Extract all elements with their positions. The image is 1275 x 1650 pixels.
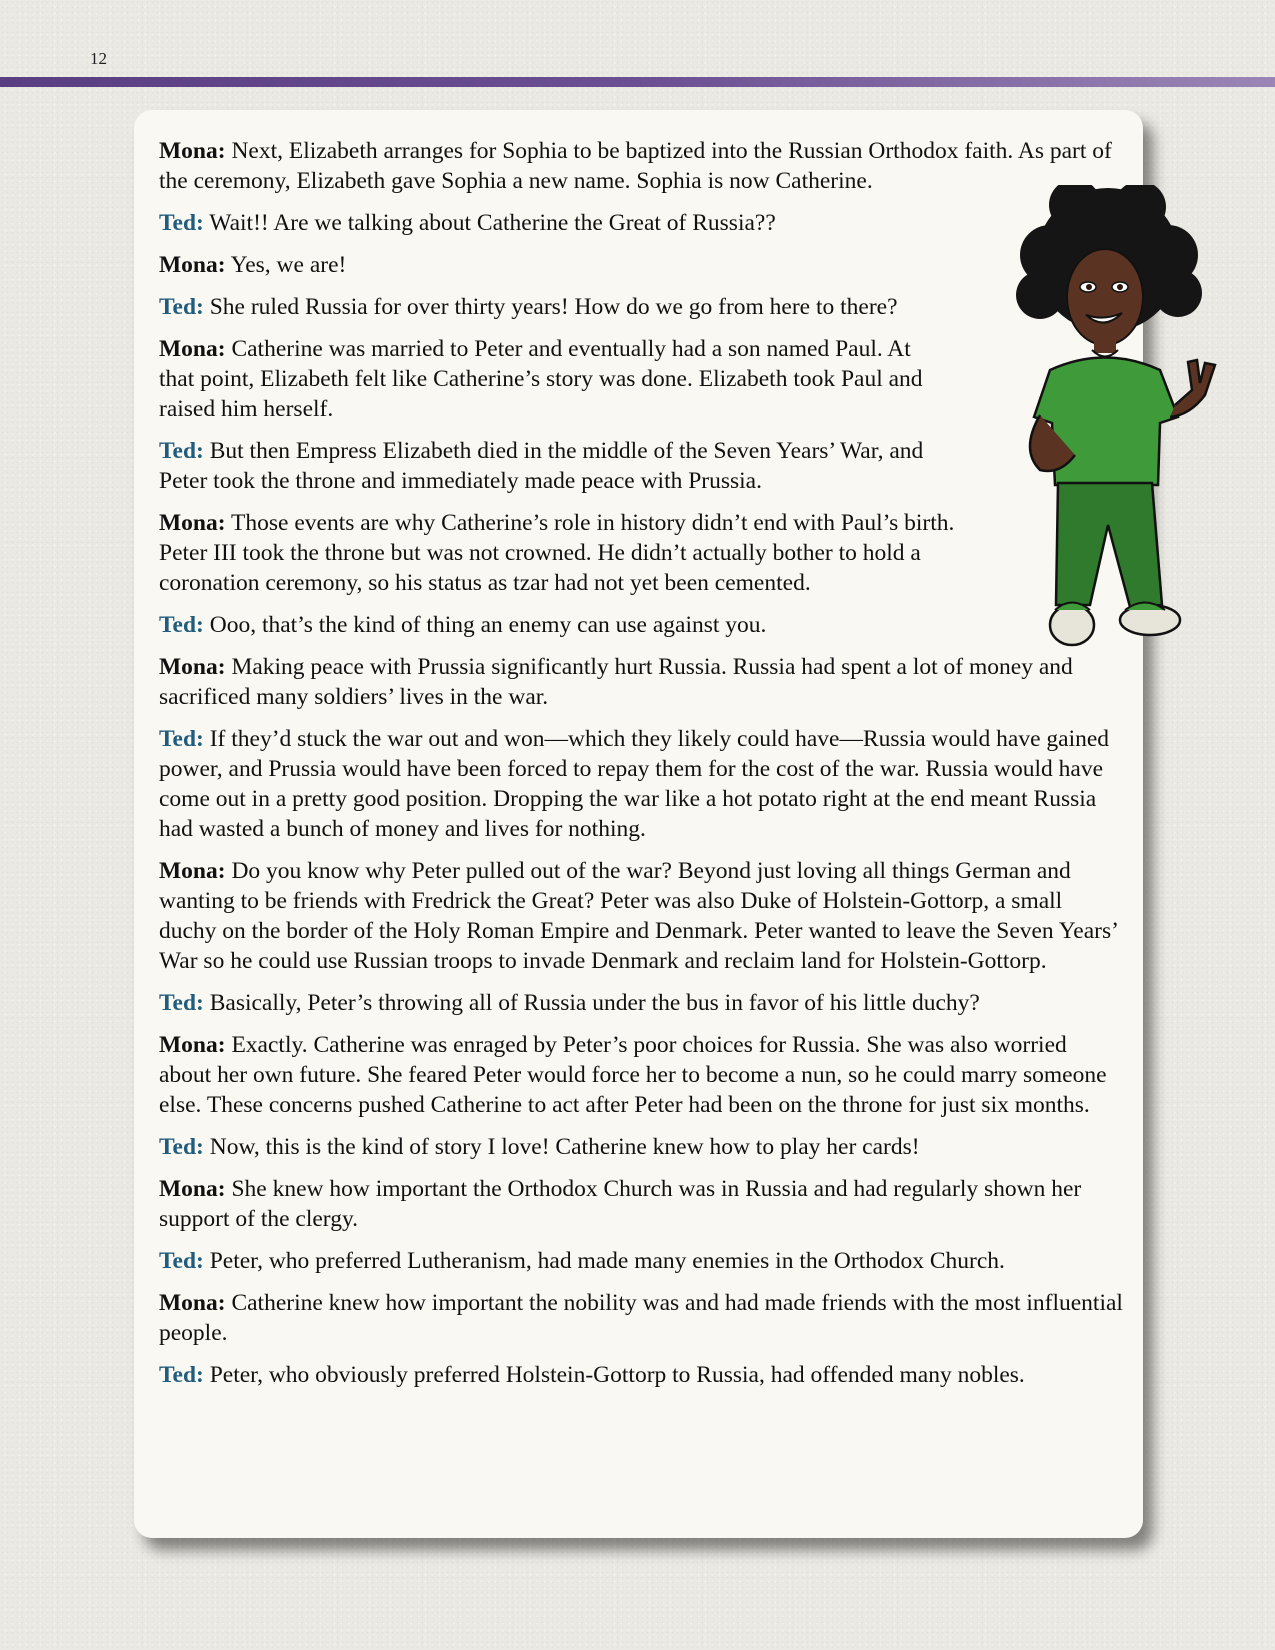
speaker-name: Ted:	[159, 1134, 204, 1160]
speaker-name: Mona:	[159, 1176, 226, 1202]
speaker-name: Ted:	[159, 612, 204, 638]
dialogue-line	[159, 250, 1124, 280]
speaker-name: Mona:	[159, 1032, 226, 1058]
dialogue-text	[159, 136, 1124, 1402]
dialogue-line	[159, 1174, 1124, 1234]
dialogue-line	[159, 724, 1124, 844]
dialogue-line	[159, 856, 1124, 976]
speaker-name: Ted:	[159, 1248, 204, 1274]
dialogue-text: Next, Elizabeth arranges for Sophia to be baptized into the Russian Orthodox faith. As part of the ceremony, Elizabeth gave Sophia a new name. Sophia is now Catherine.	[159, 138, 1112, 194]
dialogue-line	[159, 508, 974, 598]
speaker-name: Ted:	[159, 726, 204, 752]
dialogue-line	[159, 292, 1124, 322]
dialogue-text: If they’d stuck the war out and won—which they likely could have—Russia would have gained power, and Prussia would have been forced to repay them for the cost of the war. Russia would have come out in a pretty good position. Dropping the war like a hot potato right at the end meant Russia had wasted a bunch of money and lives for nothing.	[159, 726, 1110, 842]
speaker-name: Ted:	[159, 438, 204, 464]
dialogue-line	[159, 610, 1124, 640]
header-rule	[0, 77, 1275, 87]
speaker-name: Mona:	[159, 654, 226, 680]
dialogue-line	[159, 436, 974, 496]
dialogue-text: Exactly. Catherine was enraged by Peter’s poor choices for Russia. She was also worried about her own future. She feared Peter would force her to become a nun, so he could marry someone else. These concerns pushed Catherine to act after Peter had been on the throne for just six months.	[159, 1032, 1107, 1118]
speaker-name: Ted:	[159, 990, 204, 1016]
speaker-name: Mona:	[159, 858, 226, 884]
speaker-name: Ted:	[159, 210, 204, 236]
speaker-name: Mona:	[159, 138, 226, 164]
dialogue-line	[159, 1030, 1124, 1120]
dialogue-text: Peter, who preferred Lutheranism, had made many enemies in the Orthodox Church.	[209, 1248, 1005, 1274]
dialogue-line	[159, 208, 1124, 238]
dialogue-text: She knew how important the Orthodox Church was in Russia and had regularly shown her support of the clergy.	[159, 1176, 1082, 1232]
dialogue-text: Catherine knew how important the nobility was and had made friends with the most influential people.	[159, 1290, 1123, 1346]
dialogue-line	[159, 1132, 1124, 1162]
dialogue-line	[159, 136, 1124, 196]
speaker-name: Mona:	[159, 510, 226, 536]
dialogue-text: Catherine was married to Peter and eventually had a son named Paul. At that point, Elizabeth felt like Catherine’s story was done. Elizabeth took Paul and raised him herself.	[159, 336, 923, 422]
dialogue-text: Do you know why Peter pulled out of the war? Beyond just loving all things German and wanting to be friends with Fredrick the Great? Peter was also Duke of Holstein-Gottorp, a small duchy on the border of the Holy Roman Empire and Denmark. Peter wanted to leave the Seven Years’ War so he could use Russian troops to invade Denmark and reclaim land for Holstein-Gottorp.	[159, 858, 1118, 974]
dialogue-line	[159, 988, 1124, 1018]
dialogue-text: Wait!! Are we talking about Catherine the Great of Russia??	[209, 210, 776, 236]
dialogue-text: Yes, we are!	[230, 252, 347, 278]
speaker-name: Ted:	[159, 294, 204, 320]
dialogue-text: Those events are why Catherine’s role in history didn’t end with Paul’s birth. Peter III took the throne but was not crowned. He didn’t actually bother to hold a coronation ceremony, so his status as tzar had not yet been cemented.	[159, 510, 955, 596]
dialogue-line	[159, 1288, 1124, 1348]
dialogue-text: Basically, Peter’s throwing all of Russia under the bus in favor of his little duchy?	[209, 990, 980, 1016]
speaker-name: Mona:	[159, 252, 226, 278]
dialogue-text: But then Empress Elizabeth died in the middle of the Seven Years’ War, and Peter took the throne and immediately made peace with Prussia.	[159, 438, 924, 494]
dialogue-text: Making peace with Prussia significantly hurt Russia. Russia had spent a lot of money and sacrificed many soldiers’ lives in the war.	[159, 654, 1073, 710]
speaker-name: Ted:	[159, 1362, 204, 1388]
dialogue-line	[159, 1246, 1124, 1276]
speaker-name: Mona:	[159, 1290, 226, 1316]
dialogue-text: Peter, who obviously preferred Holstein-Gottorp to Russia, had offended many nobles.	[209, 1362, 1025, 1388]
speaker-name: Mona:	[159, 336, 226, 362]
page-number: 12	[90, 49, 107, 68]
dialogue-text: Ooo, that’s the kind of thing an enemy can use against you.	[209, 612, 767, 638]
dialogue-line	[159, 1360, 1124, 1390]
dialogue-text: Now, this is the kind of story I love! Catherine knew how to play her cards!	[209, 1134, 920, 1160]
dialogue-line	[159, 652, 1124, 712]
dialogue-text: She ruled Russia for over thirty years! How do we go from here to there?	[209, 294, 898, 320]
dialogue-line	[159, 334, 924, 424]
